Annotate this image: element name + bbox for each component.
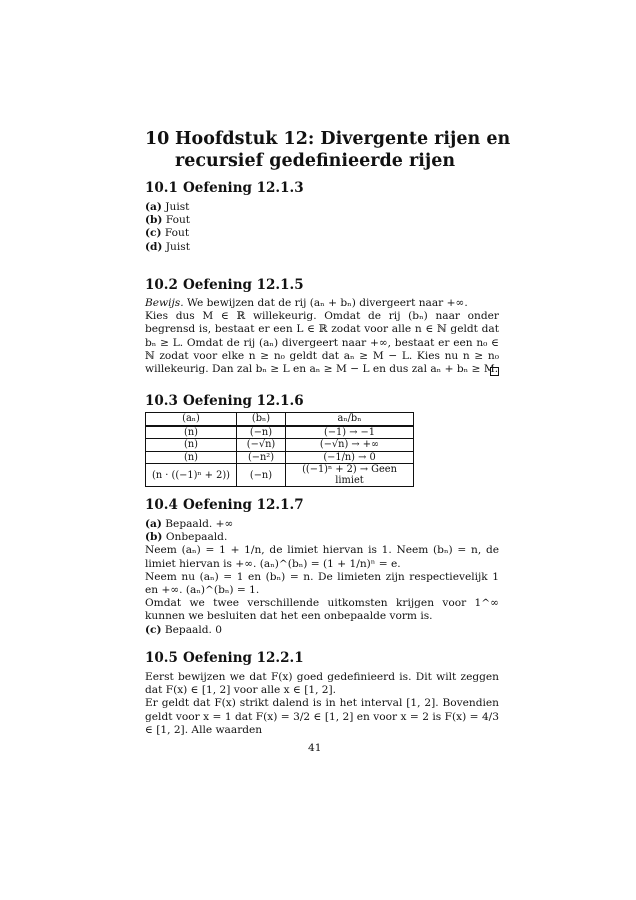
- paragraph: Er geldt dat F(x) strikt dalend is in het interval [1, 2]. Bovendien geldt voor x = 1 dat F(x) = 3/2 ∈ [1, 2] en voor x = 2 is F(x) = 4/3 ∈ [1, 2]. Alle waarden: [145, 697, 499, 736]
- chapter-title: Hoofdstuk 12: Divergente rijen en recursief gedefinieerde rijen: [175, 129, 511, 171]
- list-item: (b) Onbepaald.: [145, 531, 228, 544]
- list-item: (d) Juist: [145, 240, 190, 253]
- table-header-cell: aₙ/bₙ: [286, 413, 414, 426]
- table-row: (n) (−n²) (−1/n) → 0: [146, 451, 414, 464]
- section-heading-10-4: 10.4 Oefening 12.1.7: [145, 497, 304, 513]
- proof-first-line: Bewijs. We bewijzen dat de rij (aₙ + bₙ) divergeert naar +∞.: [145, 297, 468, 309]
- table-row: (n · ((−1)ⁿ + 2)) (−n) ((−1)ⁿ + 2) → Geen limiet: [146, 464, 414, 487]
- section-heading-10-3: 10.3 Oefening 12.1.6: [145, 393, 304, 409]
- table-row: (n) (−n) (−1) → −1: [146, 426, 414, 439]
- list-item: (b) Fout: [145, 214, 191, 227]
- qed-square-icon: [490, 367, 499, 376]
- proof-block: [145, 297, 499, 376]
- answer-list: [145, 201, 499, 254]
- section-heading-10-1: 10.1 Oefening 12.1.3: [145, 180, 304, 196]
- list-item: (c) Fout: [145, 227, 190, 240]
- table-header-row: [146, 413, 414, 426]
- table-header-cell: (aₙ): [146, 413, 237, 426]
- list-item: (a) Juist: [145, 201, 190, 213]
- proof-label: Bewijs.: [145, 297, 184, 309]
- paragraph: Eerst bewijzen we dat F(x) goed gedefinieerd is. Dit wilt zeggen dat F(x) ∈ [1, 2] voor alle x ∈ [1, 2].: [145, 671, 499, 697]
- page-number: 41: [308, 742, 322, 754]
- paragraph: Neem nu (aₙ) = 1 en (bₙ) = n. De limieten zijn respectievelijk 1 en +∞. (aₙ)^(bₙ) = 1.: [145, 570, 499, 597]
- section-10-5-body: [145, 671, 499, 737]
- list-item: (a) Bepaald. +∞: [145, 518, 234, 530]
- table-header-cell: (bₙ): [237, 413, 286, 426]
- section-10-4-body: [145, 518, 499, 637]
- paragraph: Omdat we twee verschillende uitkomsten krijgen voor 1^∞ kunnen we besluiten dat het een onbepaalde vorm is.: [145, 597, 499, 623]
- proof-body: Kies dus M ∈ ℝ willekeurig. Omdat de rij (bₙ) naar onder begrensd is, bestaat er een L ∈ ℝ zodat voor alle n ∈ ℕ geldt dat bₙ ≥ L. Omdat de rij (aₙ) divergeert naar +∞, bestaat er een n₀ ∈ ℕ zodat voor elke n ≥ n₀ geldt dat aₙ ≥ M − L. Kies nu n ≥ n₀ willekeurig. Dan zal bₙ ≥ L en aₙ ≥ M − L en dus zal aₙ + bₙ ≥ M.: [145, 310, 499, 376]
- limits-table: [145, 412, 414, 487]
- section-heading-10-2: 10.2 Oefening 12.1.5: [145, 277, 304, 293]
- list-item: (c) Bepaald. 0: [145, 623, 222, 636]
- chapter-number: 10: [145, 129, 170, 149]
- table-row: (n) (−√n) (−√n) → +∞: [146, 439, 414, 452]
- section-heading-10-5: 10.5 Oefening 12.2.1: [145, 650, 304, 666]
- paragraph: Neem (aₙ) = 1 + 1/n, de limiet hiervan is 1. Neem (bₙ) = n, de limiet hiervan is +∞. (aₙ)^(bₙ) = (1 + 1/n)ⁿ = e.: [145, 544, 499, 570]
